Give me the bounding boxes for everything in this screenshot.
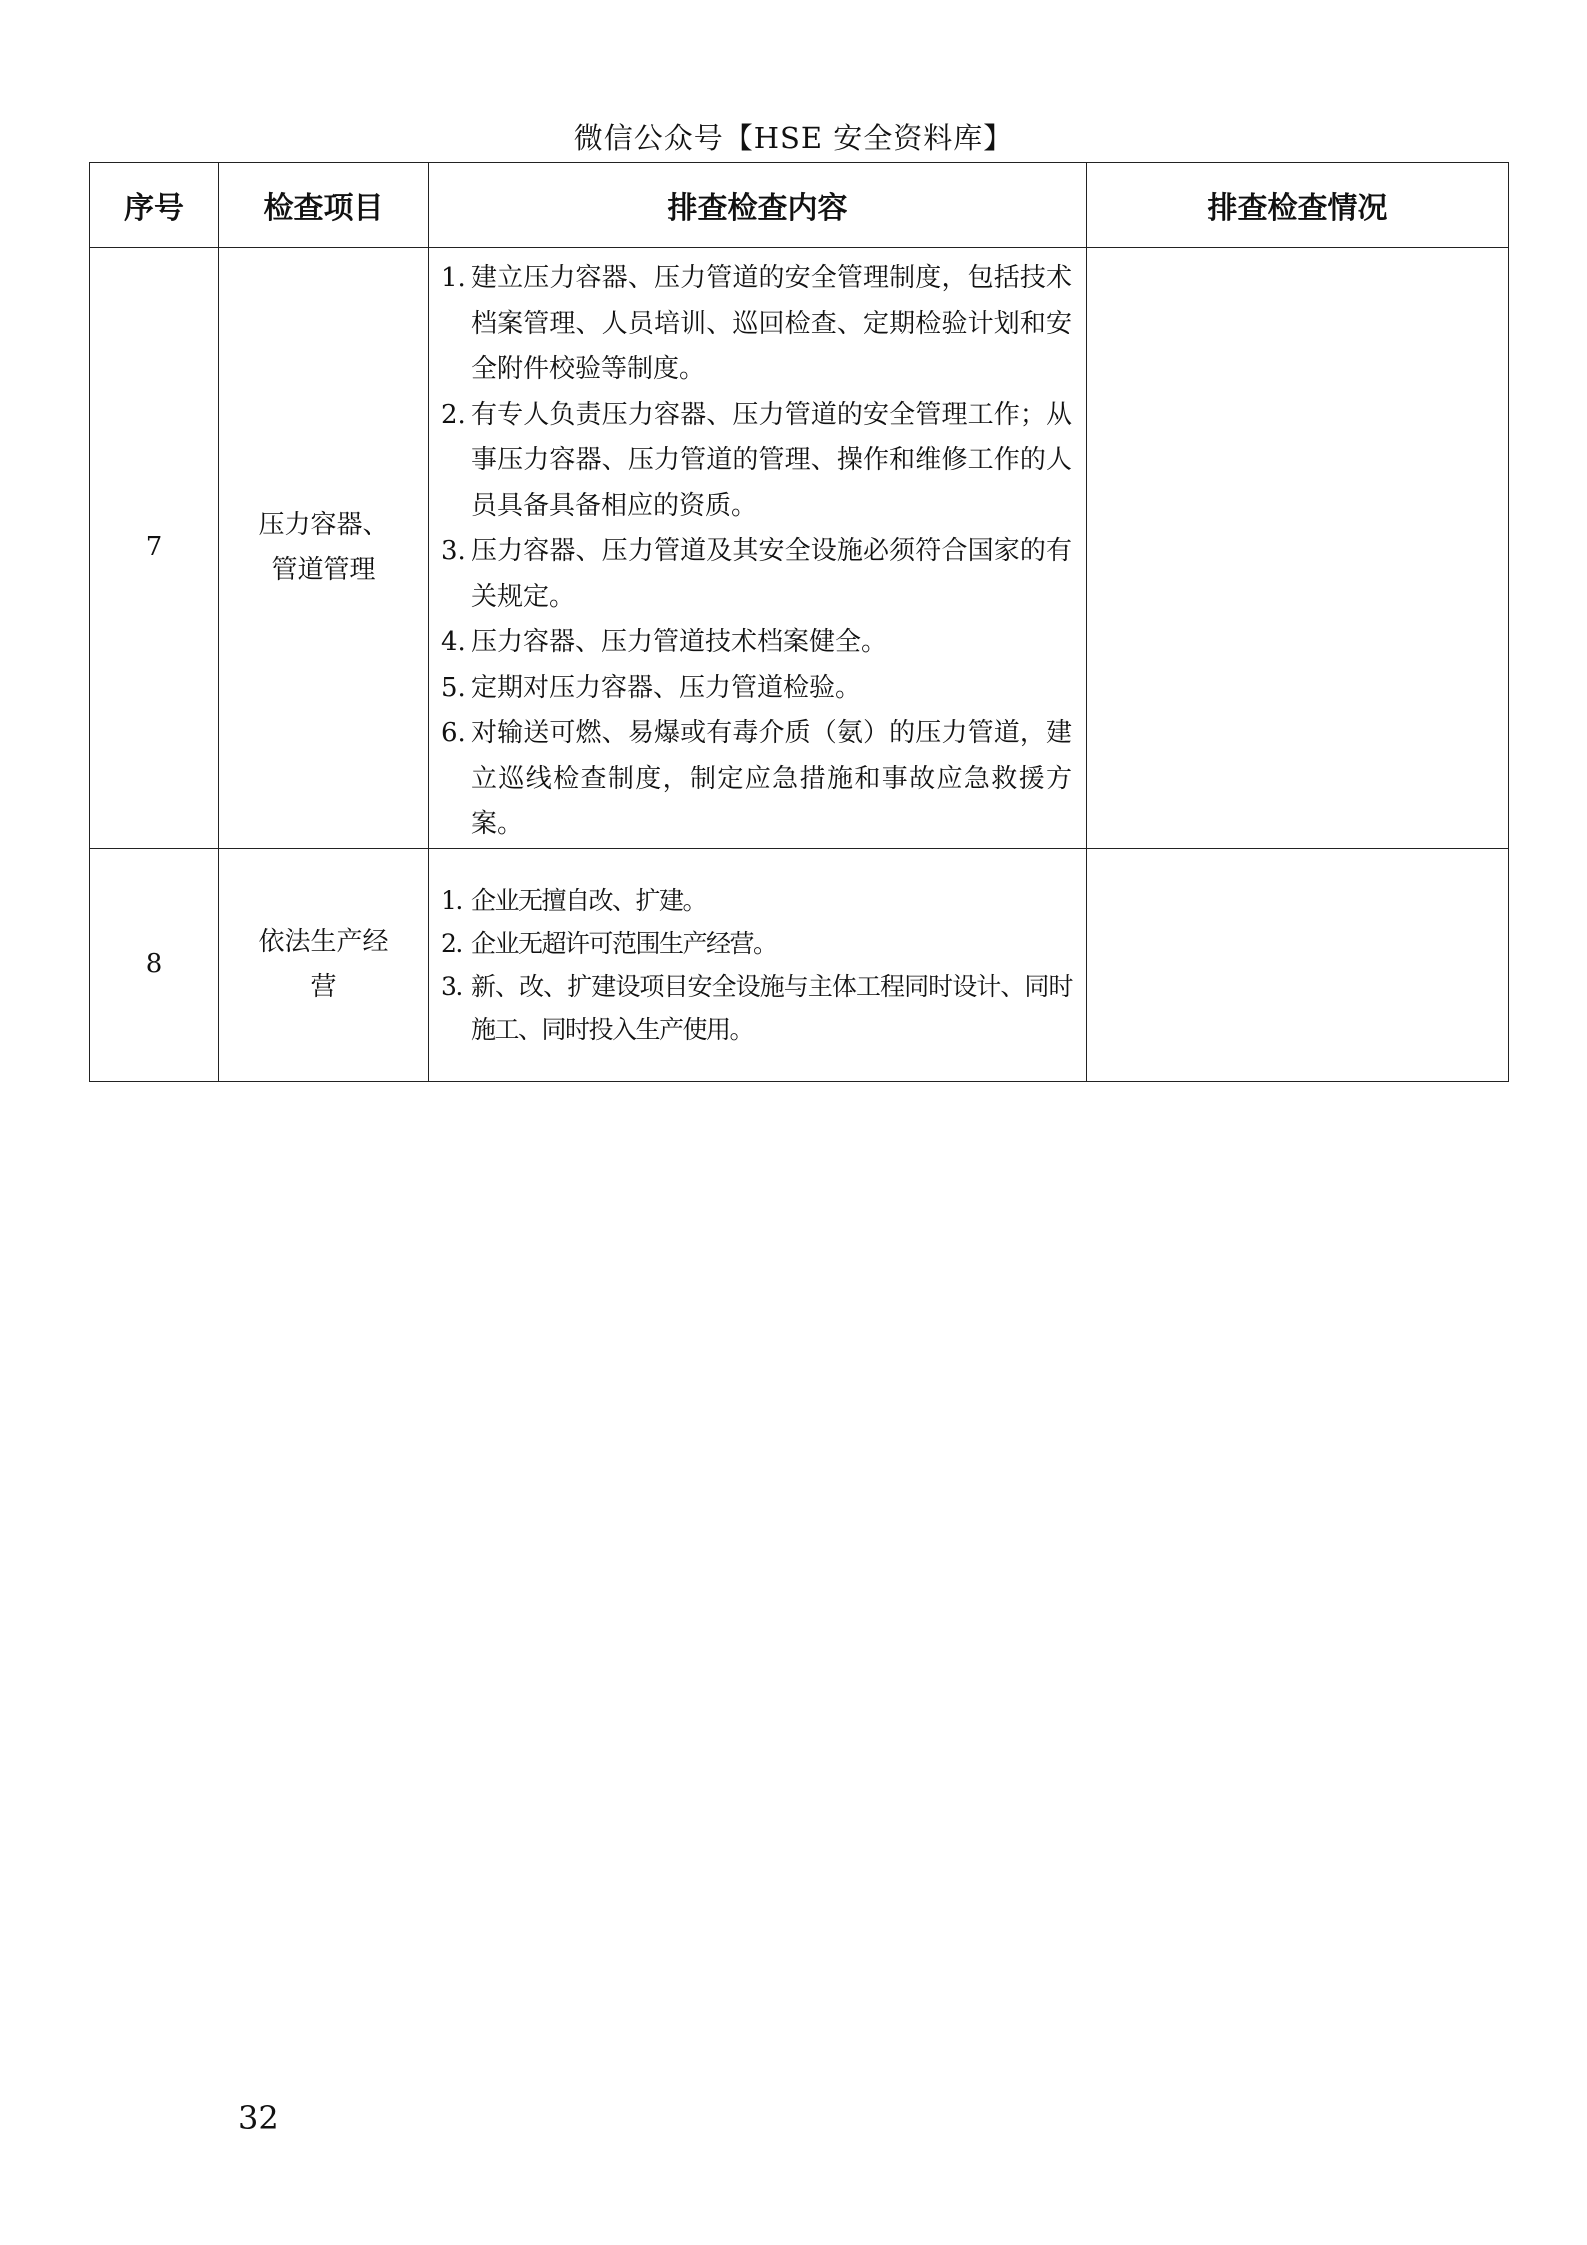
content-item [441,529,1072,620]
content-item [441,393,1072,530]
column-header-status: 排查检查情况 [1087,163,1509,248]
check-item [219,248,429,849]
column-header-content: 排查检查内容 [429,163,1087,248]
table-header-row [90,163,1509,248]
check-item-line: 依法生产经 [258,926,389,957]
content-item [441,965,1072,1051]
item-text: 企业无擅自改、扩建。 [471,885,707,915]
item-number: 2. [441,399,466,430]
content-item [441,256,1072,393]
item-text: 新、改、扩建设项目安全设施与主体工程同时设计、同时施工、同时投入生产使用。 [471,971,1072,1044]
item-text: 有专人负责压力容器、压力管道的安全管理工作；从事压力容器、压力管道的管理、操作和维修工作的人员具备具备相应的资质。 [471,399,1072,521]
item-number: 3. [441,536,466,566]
check-item-line: 营 [310,971,337,1002]
page-number: 32 [238,2099,279,2137]
content-item [441,666,1072,712]
table-row [90,848,1509,1081]
item-number: 1. [441,885,462,915]
content-item [441,620,1072,666]
content-item [441,711,1072,848]
check-item-line: 管道管理 [271,554,376,585]
check-item-line: 压力容器、 [258,509,389,540]
column-header-item: 检查项目 [219,163,429,248]
column-header-no: 序号 [90,163,219,248]
item-number: 5. [441,672,466,703]
item-text: 定期对压力容器、压力管道检验。 [471,672,862,703]
row-number: 8 [90,848,219,1081]
check-status [1087,848,1509,1081]
item-number: 6. [441,718,466,748]
item-text: 建立压力容器、压力管道的安全管理制度，包括技术档案管理、人员培训、巡回检查、定期检验计划和安全附件校验等制度。 [471,263,1072,384]
row-number: 7 [90,248,219,849]
item-number: 2. [441,928,462,958]
inspection-table [89,162,1509,1082]
table-row [90,248,1509,849]
item-number: 3. [441,971,462,1001]
check-status [1087,248,1509,849]
content-item [441,879,1072,922]
content-item [441,922,1072,965]
item-text: 压力容器、压力管道及其安全设施必须符合国家的有关规定。 [471,536,1072,612]
page-header: 微信公众号【HSE 安全资料库】 [573,121,1014,155]
check-item [219,848,429,1081]
check-content [429,848,1087,1081]
item-number: 4. [441,627,466,657]
item-text: 企业无超许可范围生产经营。 [471,928,777,958]
item-text: 对输送可燃、易爆或有毒介质（氨）的压力管道，建立巡线检查制度，制定应急措施和事故应急救援方案。 [471,718,1072,839]
item-number: 1. [441,263,466,293]
item-text: 压力容器、压力管道技术档案健全。 [471,627,888,657]
check-content [429,248,1087,849]
